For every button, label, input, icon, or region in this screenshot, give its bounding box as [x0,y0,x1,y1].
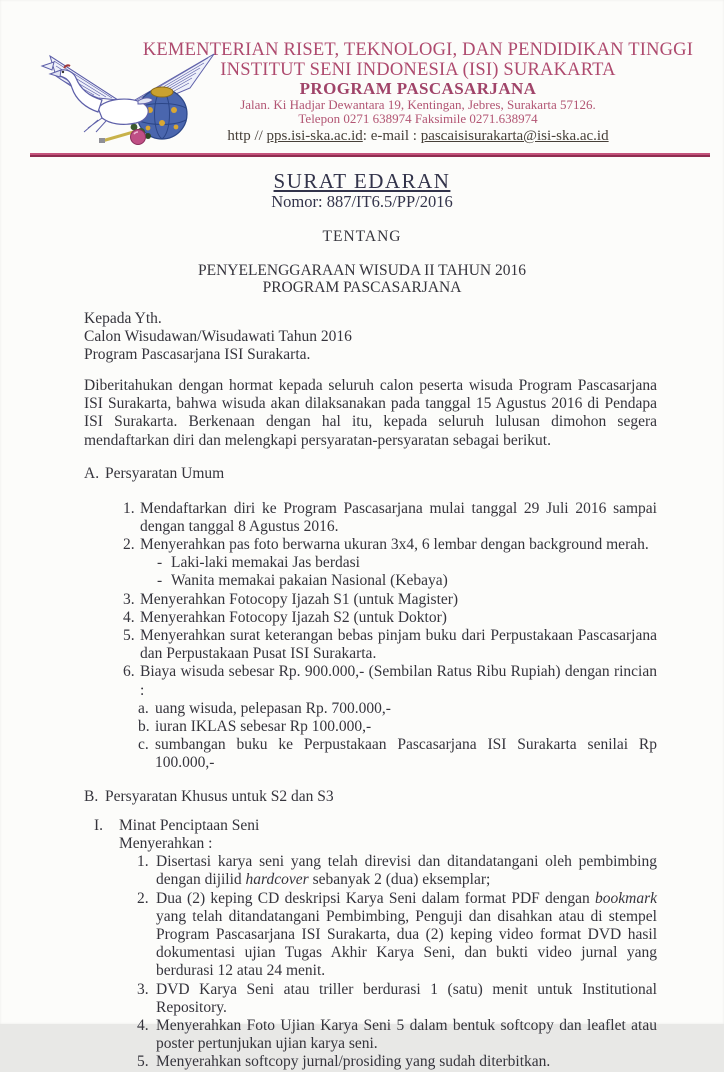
item-label: I. [94,816,104,834]
address-line: Jalan. Ki Hadjar Dewantara 19, Kentingan, Jebres, Surakarta 57126. [240,97,596,112]
item-label: 1. [123,499,135,517]
program-line: PROGRAM PASCASARJANA [299,79,537,98]
item-label: 1. [137,853,149,871]
item-text: DVD Karya Seni atau triller berdurasi 1 (satu) menit untuk Institutional Repository. [156,980,657,1016]
subject-line-1: PENYELENGGARAAN WISUDA II TAHUN 2016 [198,262,526,279]
list-item [84,663,657,699]
item-label: b. [138,717,150,735]
item-label: 4. [137,1017,149,1034]
list-item [84,500,657,536]
item-text: Menyerahkan softcopy jurnal/prosiding yang sudah diterbitkan. [156,1053,551,1071]
letter-body [84,310,657,1072]
letter-number: Nomor: 887/IT6.5/PP/2016 [271,192,453,211]
item-text: Menyerahkan pas foto berwarna ukuran 3x4, 6 lembar dengan background merah. [140,535,649,553]
subject-line-2: PROGRAM PASCASARJANA [262,279,462,296]
addressee-block [84,310,657,364]
item-text: Laki-laki memakai Jas berdasi [171,554,360,572]
list-item [84,609,657,627]
item-text: Minat Penciptaan Seni [119,816,260,834]
section-a-list [84,500,657,773]
website-email-line: http // pps.isi-ska.ac.id: e-mail : pascaisisurakarta@isi-ska.ac.id [227,128,609,144]
item-label: c. [138,736,149,754]
ministry-line: KEMENTERIAN RISET, TEKNOLOGI, DAN PENDIDIKAN TINGGI [142,40,694,60]
institution-logo [40,48,220,150]
list-item [84,853,657,889]
section-title: Persyaratan Khusus untuk S2 dan S3 [105,787,334,805]
list-item [84,536,657,554]
item-text: sumbangan buku ke Perpustakaan Pascasarjana ISI Surakarta senilai Rp 100.000,- [155,736,657,772]
item-text: Disertasi karya seni yang telah direvisi dan ditandatangani oleh pembimbing dengan dijilid hardcover sebanyak 2 (dua) eksemplar; [156,853,657,889]
section-title: Persyaratan Umum [105,465,225,483]
item-text: Wanita memakai pakaian Nasional (Kebaya) [171,572,448,590]
item-label: 3. [123,590,135,608]
item-text: Menyerahkan surat keterangan bebas pinjam buku dari Perpustakaan Pascasarjana dan Perpustakaan Pusat ISI Surakarta. [140,626,657,663]
item-label: a. [138,699,149,717]
section-a-heading [84,465,657,483]
item-text: Menyerahkan Fotocopy Ijazah S1 (untuk Magister) [140,590,459,608]
item-text: iuran IKLAS sebesar Rp 100.000,- [155,717,372,735]
list-item [84,627,657,663]
item-label: - [157,572,163,590]
item-label: 6. [123,663,135,681]
list-item [84,736,657,772]
item-text: Dua (2) keping CD deskripsi Karya Seni dalam format PDF dengan bookmark yang telah ditandatangani Pembimbing, Penguji dan disahkan atau di stempel Program Pascasarjana ISI Surakarta, dua (2) keping video format DVD hasil dokumentasi ujian Tugas Akhir Karya Seni, dan bukti video jurnal yang berdurasi 12 atau 24 menit. [156,889,657,980]
list-item [84,554,657,572]
list-item [84,981,657,1017]
item-text: Mendaftarkan diri ke Program Pascasarjana mulai tanggal 29 Juli 2016 sampai dengan tanggal 8 Agustus 2016. [140,499,657,535]
phone-line: Telepon 0271 638974 Faksimile 0271.638974 [298,111,538,126]
list-item [84,890,657,981]
tentang-label: TENTANG [322,228,402,245]
list-item [84,700,657,718]
letter-title: SURAT EDARAN [273,169,451,193]
subject-lines [0,262,724,296]
item-text: Menyerahkan Foto Ujian Karya Seni 5 dalam bentuk softcopy dan leaflet atau poster pertunjukan ujian karya seni. [156,1017,657,1053]
item-label: 2. [123,535,135,553]
list-item [84,1053,657,1071]
list-item [84,572,657,590]
addressee-line: Calon Wisudawan/Wisudawati Tahun 2016 [84,328,352,345]
logo-stick-tip [99,138,105,143]
item-label: - [157,554,163,572]
title-block [0,170,724,296]
section-b-list [84,853,657,1071]
institute-line: INSTITUT SENI INDONESIA (ISI) SURAKARTA [220,60,616,80]
logo-pink-bead [131,130,146,145]
header-divider [30,153,710,157]
list-item [84,718,657,736]
intro-paragraph: Diberitahukan dengan hormat kepada seluruh calon peserta wisuda Program Pascasarjana ISI Surakarta, bahwa wisuda akan dilaksanakan pada tanggal 15 Agustus 2016 di Pendapa ISI Surakarta. Berkenaan dengan hal itu, kepada seluruh lulusan dimohon segera mendaftarkan diri dan melengkapi persyaratan-persyaratan sebagai berikut. [84,377,657,449]
item-label: 5. [123,626,135,644]
section-label: A. [84,465,100,483]
list-item [84,591,657,609]
addressee-line: Kepada Yth. [84,310,162,327]
interest-heading [84,817,657,835]
submit-label: Menyerahkan : [119,834,213,852]
section-b-heading [84,788,657,806]
item-text: Menyerahkan Fotocopy Ijazah S2 (untuk Doktor) [140,608,447,626]
item-text: uang wisuda, pelepasan Rp. 700.000,- [155,699,391,717]
item-label: 5. [137,1053,149,1071]
item-text: Biaya wisuda sebesar Rp. 900.000,- (Sembilan Ratus Ribu Rupiah) dengan rincian : [140,663,657,699]
item-label: 4. [123,608,135,626]
item-label: 3. [137,980,149,998]
list-item [84,1017,657,1053]
item-label: 2. [137,889,149,907]
section-label: B. [84,787,99,805]
addressee-line: Program Pascasarjana ISI Surakarta. [84,346,311,363]
